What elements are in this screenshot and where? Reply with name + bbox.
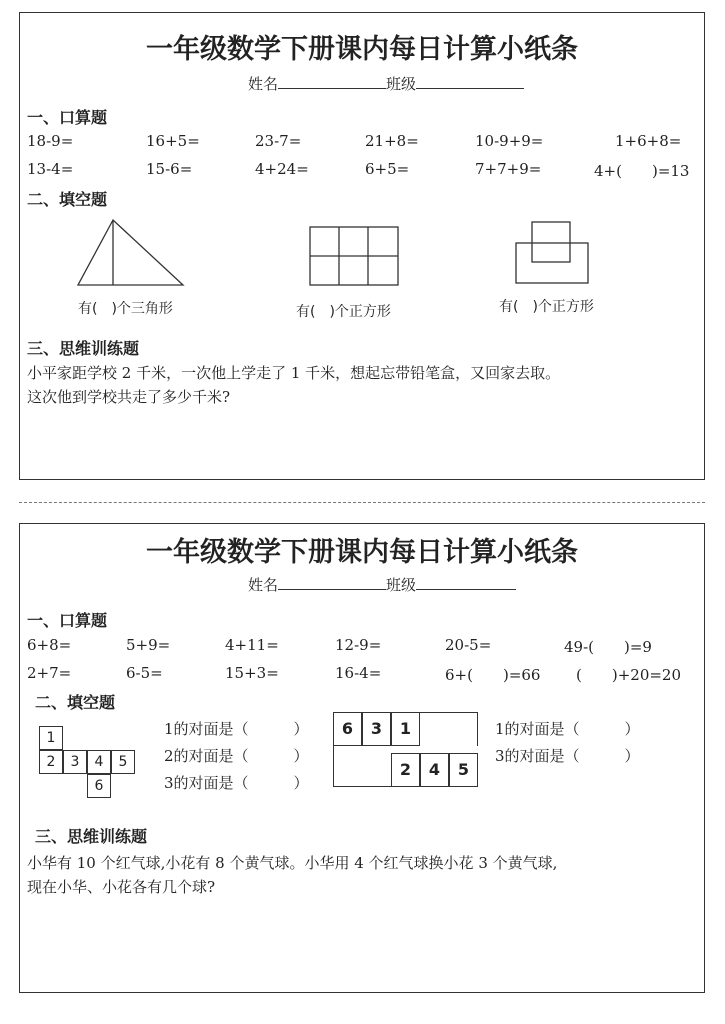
section-fill-blank: 二、填空题: [35, 693, 116, 712]
calc-item: 16-4=: [335, 664, 382, 682]
overlapping-squares-figure: [514, 220, 590, 286]
calc-item: 10-9+9=: [475, 132, 544, 150]
name-blank[interactable]: [278, 74, 386, 89]
opposite-question: 3的对面是（ ）: [164, 774, 309, 792]
section-thinking: 三、思维训练题: [35, 827, 148, 846]
overlap-question: 有( )个正方形: [499, 299, 594, 315]
problem-line-2: 现在小华、小花各有几个球?: [27, 878, 216, 896]
opposite-question: 1的对面是（ ）: [164, 720, 309, 738]
name-class-row: [248, 574, 516, 595]
net-cell: 5: [449, 753, 478, 787]
calc-item: 6+8=: [27, 636, 72, 654]
triangle-figure: [75, 217, 187, 289]
square-grid-figure: [308, 225, 402, 289]
net-frame: [420, 712, 478, 746]
net-frame: [333, 746, 391, 787]
problem-line-1: 小华有 10 个红气球,小花有 8 个黄气球。小华用 4 个红气球换小花 3 个黄气球,: [27, 854, 558, 872]
card-title: 一年级数学下册课内每日计算小纸条: [146, 34, 578, 65]
net-cell: 4: [87, 750, 111, 774]
calc-item: 2+7=: [27, 664, 72, 682]
worksheet-card-2: [19, 523, 705, 993]
net-cell: 4: [420, 753, 449, 787]
calc-item: 15-6=: [146, 160, 193, 178]
calc-item: 16+5=: [146, 132, 200, 150]
calc-item: 6+( )=66: [445, 666, 541, 684]
cut-line: [19, 502, 705, 503]
class-label: 班级: [386, 75, 417, 93]
section-oral-calc: 一、口算题: [27, 108, 108, 127]
card-title: 一年级数学下册课内每日计算小纸条: [146, 537, 578, 568]
calc-item: 13-4=: [27, 160, 74, 178]
opposite-question: 3的对面是（ ）: [495, 747, 640, 765]
calc-item: 4+11=: [225, 636, 279, 654]
net-cell: 3: [63, 750, 87, 774]
net-cell: 5: [111, 750, 135, 774]
net-cell: 6: [87, 774, 111, 798]
section-thinking: 三、思维训练题: [27, 339, 140, 358]
calc-item: 7+7+9=: [475, 160, 542, 178]
calc-item: 4+24=: [255, 160, 309, 178]
triangle-question: 有( )个三角形: [78, 301, 173, 317]
calc-item: 4+( )=13: [594, 162, 690, 180]
class-label: 班级: [386, 576, 417, 594]
worksheet-card-1: [19, 12, 705, 480]
calc-item: 49-( )=9: [564, 638, 652, 656]
calc-item: 1+6+8=: [615, 132, 682, 150]
net-cell: 3: [362, 712, 391, 746]
net-cell: 1: [39, 726, 63, 750]
calc-item: 5+9=: [126, 636, 171, 654]
opposite-question: 2的对面是（ ）: [164, 747, 309, 765]
calc-item: 18-9=: [27, 132, 74, 150]
problem-line-1: 小平家距学校 2 千米，一次他上学走了 1 千米，想起忘带铅笔盒，又回家去取。: [27, 364, 561, 382]
net-cell: 6: [333, 712, 362, 746]
name-class-row: [248, 73, 524, 94]
calc-item: 6-5=: [126, 664, 163, 682]
grid-question: 有( )个正方形: [296, 304, 391, 320]
class-blank[interactable]: [416, 575, 516, 590]
name-label: 姓名: [248, 75, 279, 93]
problem-line-2: 这次他到学校共走了多少千米?: [27, 388, 231, 406]
net-cell: 2: [391, 753, 420, 787]
section-fill-blank: 二、填空题: [27, 190, 108, 209]
name-label: 姓名: [248, 576, 279, 594]
opposite-question: 1的对面是（ ）: [495, 720, 640, 738]
calc-item: 21+8=: [365, 132, 419, 150]
net-cell: 1: [391, 712, 420, 746]
calc-item: 23-7=: [255, 132, 302, 150]
section-oral-calc: 一、口算题: [27, 611, 108, 630]
class-blank[interactable]: [416, 74, 524, 89]
calc-item: ( )+20=20: [576, 666, 682, 684]
calc-item: 6+5=: [365, 160, 410, 178]
name-blank[interactable]: [278, 575, 386, 590]
calc-item: 12-9=: [335, 636, 382, 654]
calc-item: 20-5=: [445, 636, 492, 654]
net-cell: 2: [39, 750, 63, 774]
calc-item: 15+3=: [225, 664, 279, 682]
